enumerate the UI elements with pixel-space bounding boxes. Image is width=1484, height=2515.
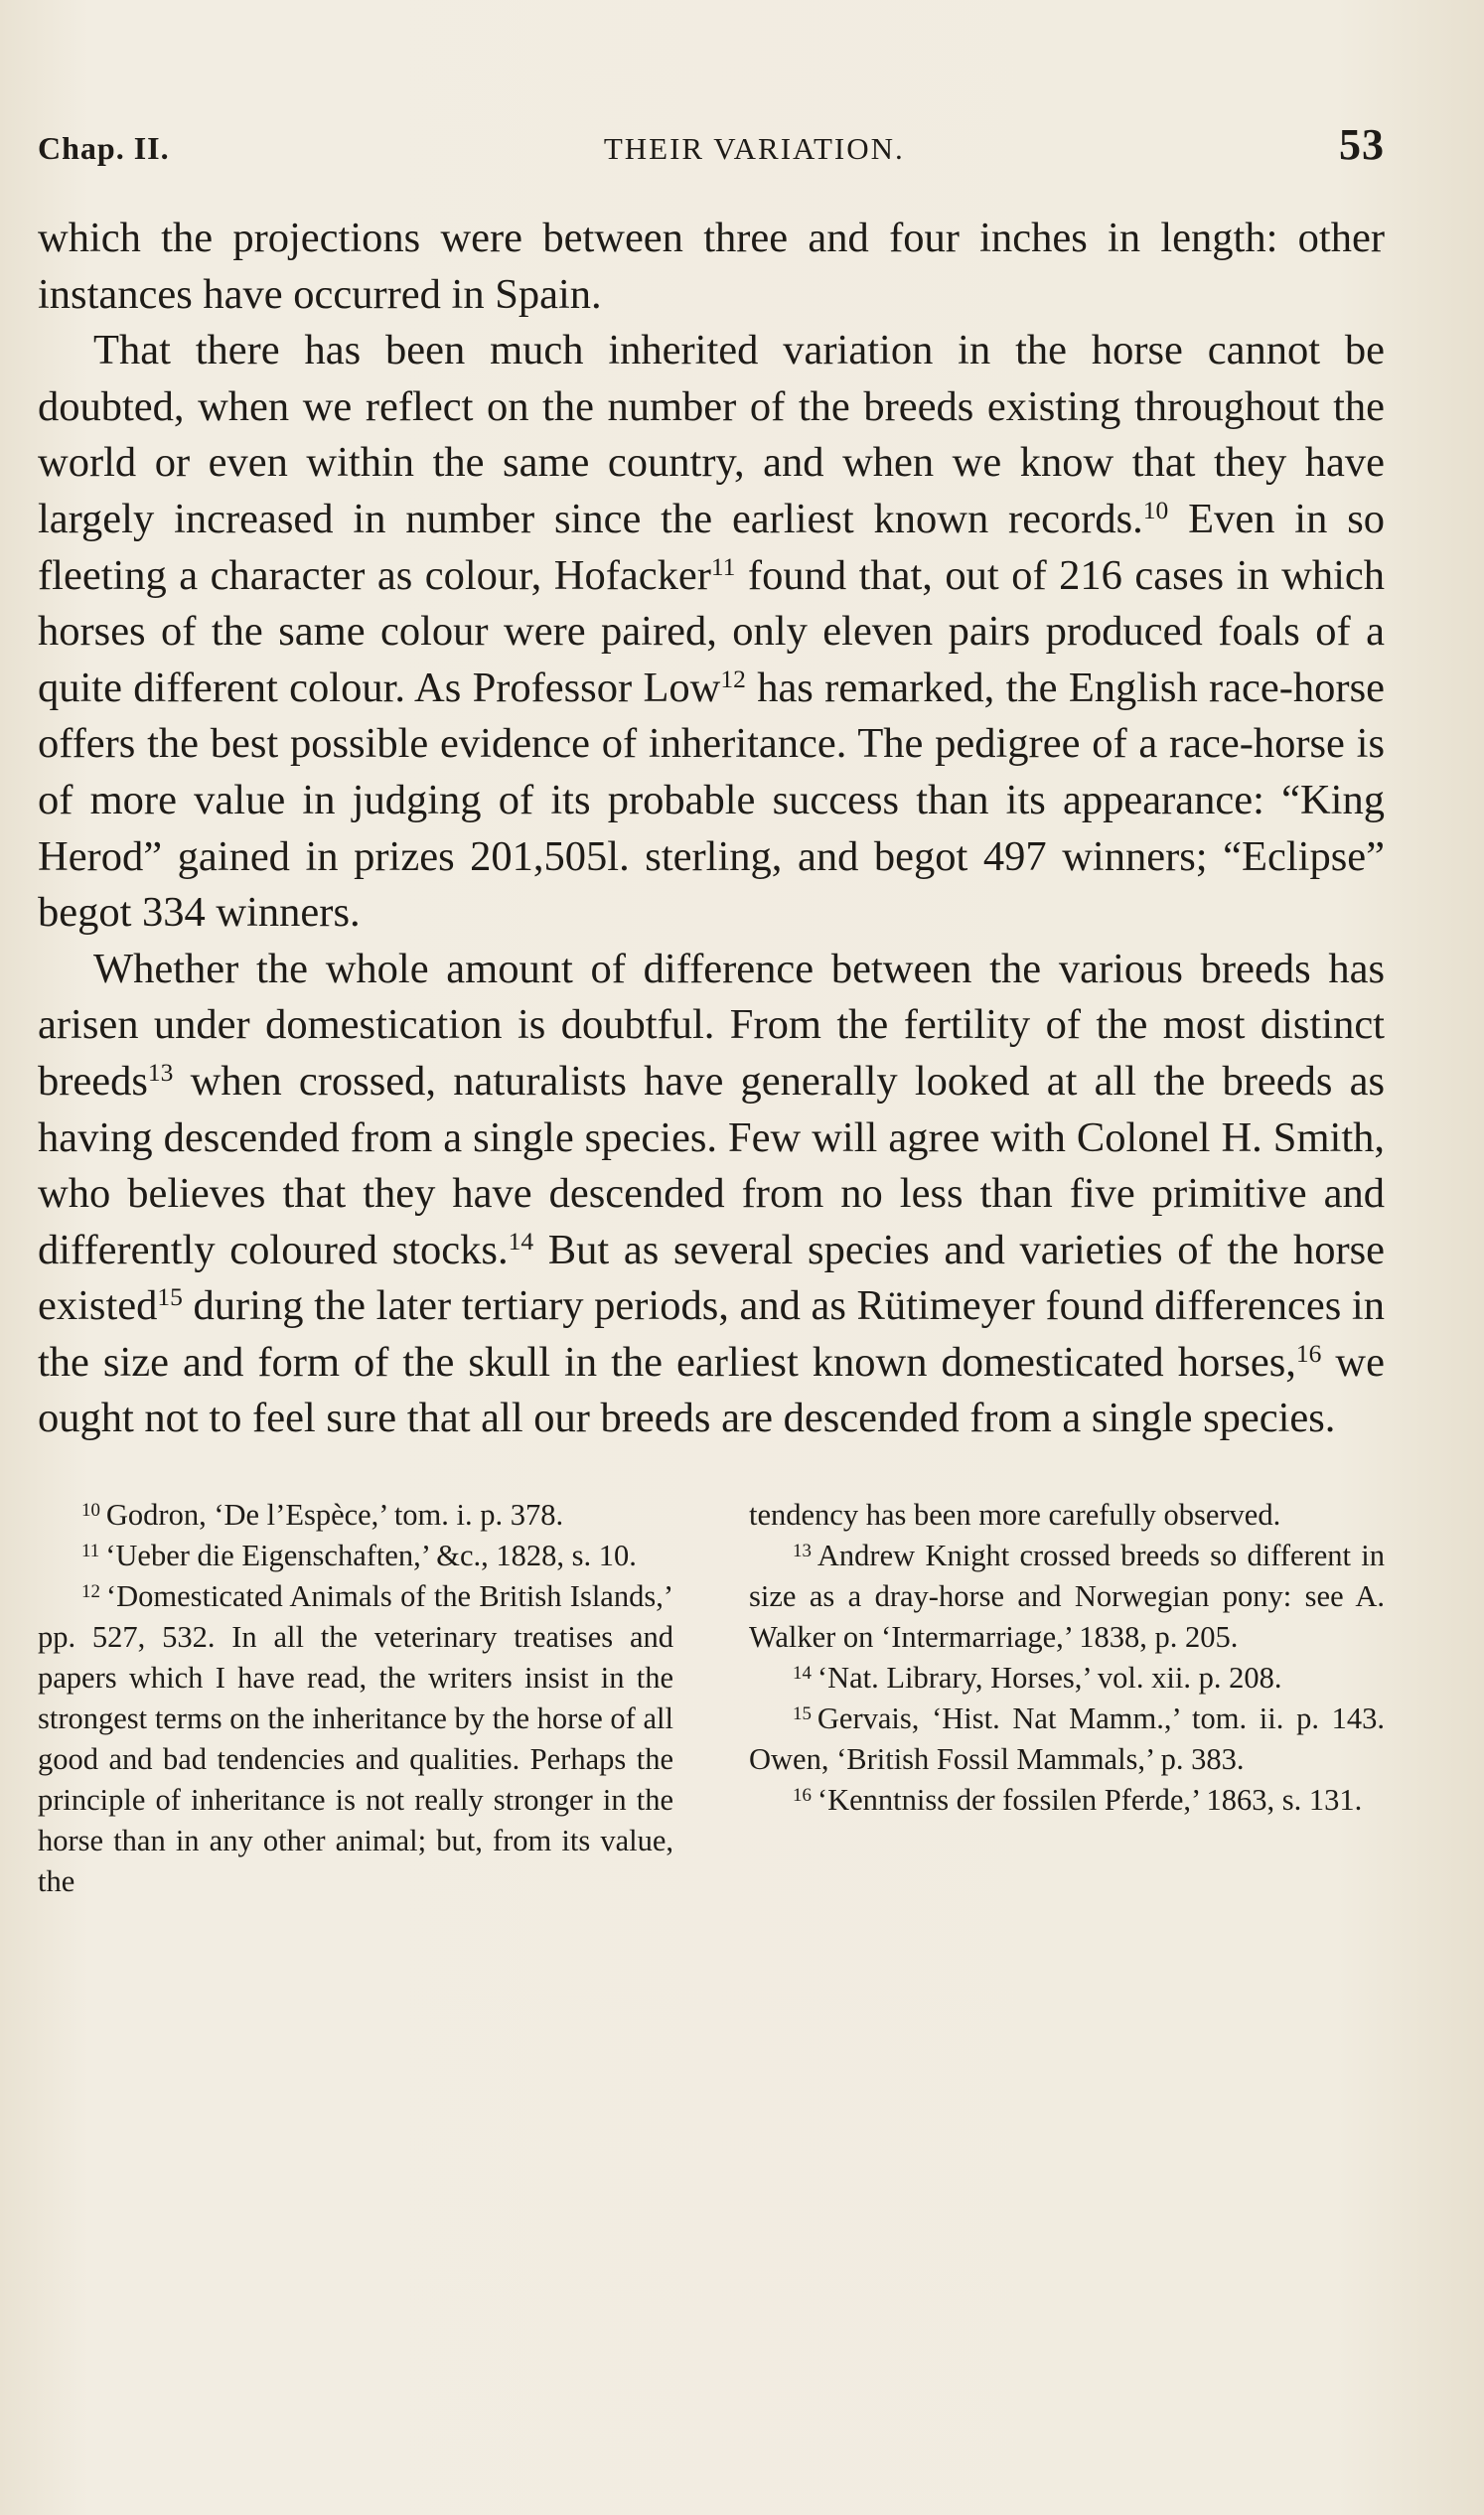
- footnote-ref-11: 11: [710, 551, 736, 581]
- footnote-10-number: 10: [81, 1499, 100, 1521]
- page-number: 53: [1338, 120, 1385, 169]
- footnote-16-text: ‘Kenntniss der fossilen Pferde,’ 1863, s. 131.: [816, 1783, 1363, 1818]
- paragraph-2: [38, 323, 1385, 942]
- footnote-ref-10: 10: [1142, 495, 1169, 524]
- paragraph-3-text-b: when crossed, naturalists have generally looked at all the breeds as having descended from a single species. Few will agree with Colonel H. Smith, who believes that they have descended from no less than five primitive and differently coloured stocks.: [38, 1057, 1385, 1273]
- footnote-12-continued-text: tendency has been more carefully observed.: [749, 1498, 1281, 1533]
- footnote-ref-12: 12: [720, 664, 746, 693]
- paragraph-2-text-c: found that, out of 216 cases in which horses of the same colour were paired, only eleven pairs produced foals of a quite different colour. As Professor Low: [38, 551, 1385, 711]
- paragraph-2-text-b: Even in so fleeting a character as colour, Hofacker: [38, 495, 1386, 599]
- body-text: [38, 211, 1385, 1447]
- footnote-12-continued: [749, 1495, 1385, 1536]
- footnote-15: [749, 1699, 1385, 1780]
- footnote-10-text: Godron, ‘De l’Espèce,’ tom. i. p. 378.: [105, 1498, 564, 1533]
- footnote-14-text: ‘Nat. Library, Horses,’ vol. xii. p. 208.: [816, 1661, 1282, 1696]
- footnote-11: [38, 1536, 673, 1576]
- footnote-12-text: ‘Domesticated Animals of the British Islands,’ pp. 527, 532. In all the veterinary treatises and papers which I have read, the writers insist in the strongest terms on the inheritance by the horse of all good and bad tendencies and qualities. Perhaps the principle of inheritance is not really stronger in the horse than in any other animal; but, from its value, the: [38, 1579, 673, 1899]
- footnote-ref-13: 13: [147, 1057, 174, 1087]
- paragraph-3-text-d: during the later tertiary periods, and as Rütimeyer found differences in the size and form of the skull in the earliest known domesticated horses,: [38, 1282, 1385, 1386]
- footnote-15-number: 15: [793, 1702, 812, 1724]
- paragraph-3-text-a: Whether the whole amount of difference between the various breeds has arisen under domestication is doubtful. From the fertility of the most distinct breeds: [38, 945, 1385, 1105]
- footnotes-right-column: [749, 1495, 1385, 1902]
- paragraph-3-text-c: But as several species and varieties of the horse existed: [38, 1226, 1386, 1330]
- paragraph-3-text-e: we ought not to feel sure that all our breeds are descended from a single species.: [38, 1338, 1385, 1442]
- footnote-15-text: Gervais, ‘Hist. Nat Mamm.,’ tom. ii. p. 143. Owen, ‘British Fossil Mammals,’ p. 383.: [749, 1701, 1385, 1777]
- footnote-14: [749, 1658, 1385, 1699]
- running-title: THEIR VARIATION.: [603, 131, 905, 166]
- footnote-ref-14: 14: [508, 1226, 534, 1256]
- footnotes: [38, 1495, 1385, 1902]
- footnote-10: [38, 1495, 673, 1536]
- footnote-12: [38, 1576, 673, 1902]
- paragraph-2-text-d: has remarked, the English race-horse offers the best possible evidence of inheritance. The pedigree of a race-horse is of more value in judging of its probable success than its appearance: “King Herod” gained in prizes 201,505l. sterling, and begot 497 winners; “Eclipse” begot 334 winners.: [38, 664, 1385, 937]
- paragraph-2-text-a: That there has been much inherited variation in the horse cannot be doubted, when we reflect on the number of the breeds existing throughout the world or even within the same country, and when we know that they have largely increased in number since the earliest known records.: [38, 327, 1385, 542]
- footnotes-left-column: [38, 1495, 673, 1902]
- footnote-14-number: 14: [793, 1662, 812, 1684]
- running-head: [38, 119, 1385, 189]
- footnote-13: [749, 1536, 1385, 1658]
- footnote-13-number: 13: [793, 1540, 812, 1561]
- footnote-16: [749, 1780, 1385, 1821]
- paragraph-1-text: which the projections were between three and four inches in length: other instances have occurred in Spain.: [38, 215, 1385, 318]
- footnote-12-number: 12: [81, 1580, 100, 1602]
- chapter-label: Chap. II.: [38, 130, 170, 166]
- footnote-13-text: Andrew Knight crossed breeds so different in size as a dray-horse and Norwegian pony: see A. Walker on ‘Intermarriage,’ 1838, p. 205.: [749, 1539, 1385, 1655]
- paragraph-3: [38, 942, 1385, 1447]
- footnote-ref-16: 16: [1295, 1338, 1322, 1368]
- paragraph-1: [38, 211, 1385, 323]
- footnote-ref-15: 15: [157, 1282, 183, 1312]
- footnote-11-number: 11: [81, 1540, 100, 1561]
- footnote-11-text: ‘Ueber die Eigenschaften,’ &c., 1828, s. 10.: [105, 1539, 637, 1573]
- footnote-16-number: 16: [793, 1784, 812, 1806]
